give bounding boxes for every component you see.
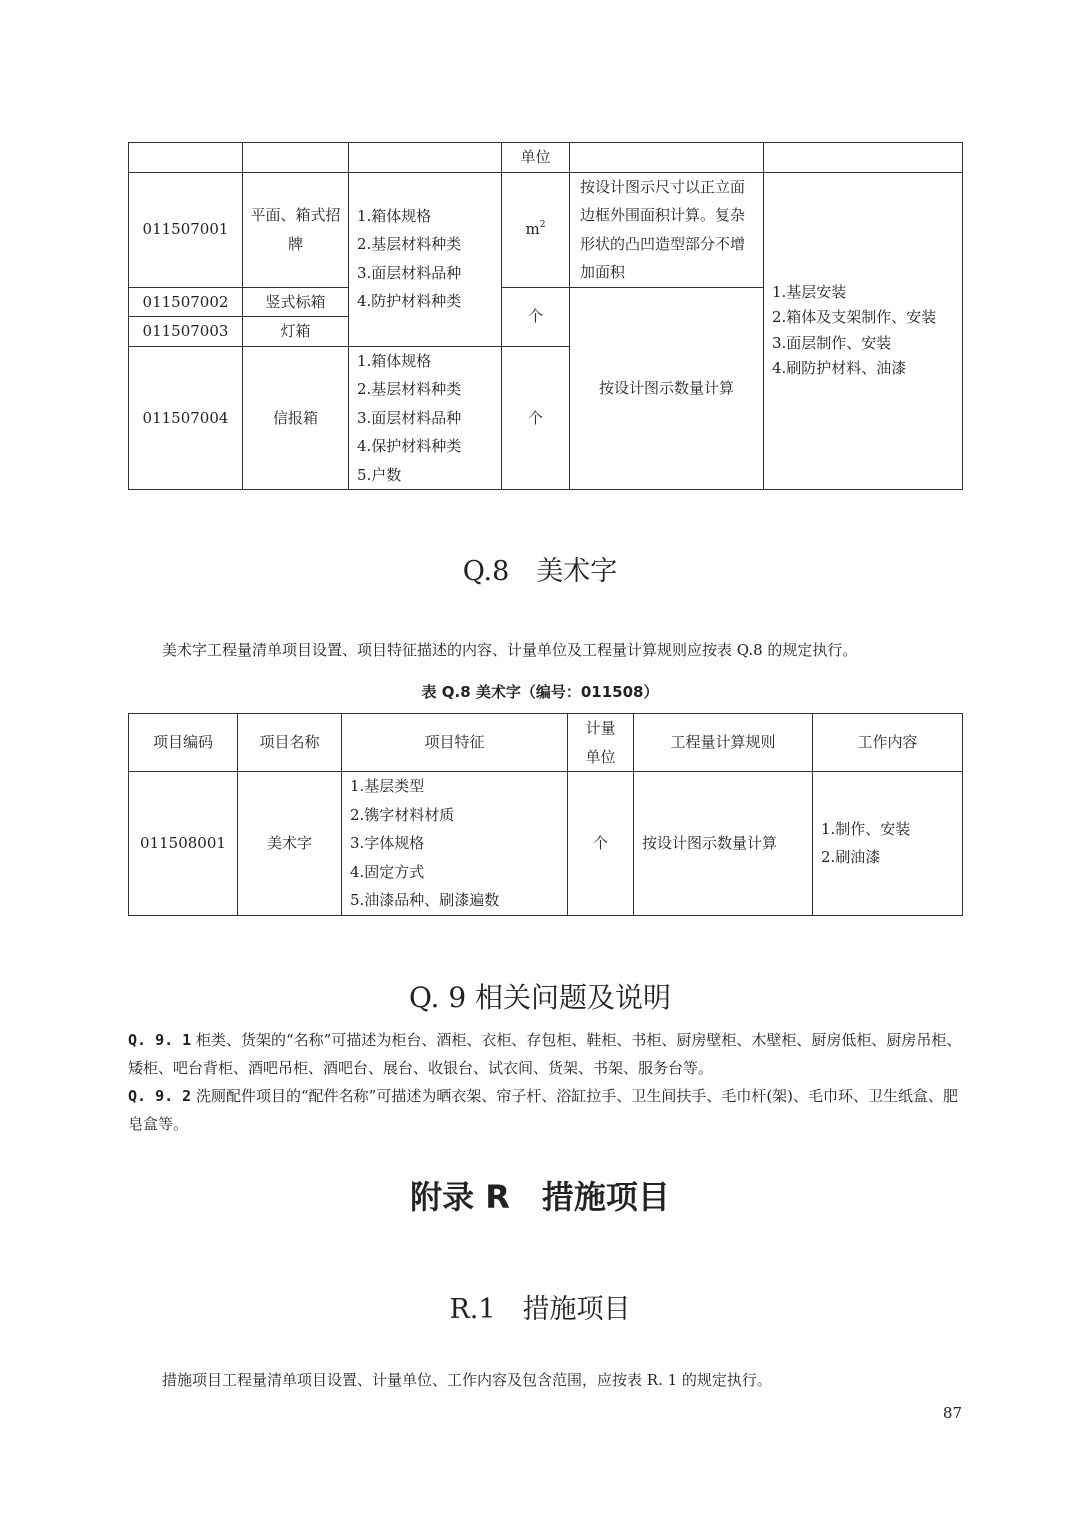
header-work: 工作内容 (813, 714, 963, 772)
section-heading-q9: Q. 9 相关问题及说明 (408, 981, 672, 1014)
feature-item: 3.面层材料品种 (357, 263, 462, 282)
row-name: 平面、箱式招牌 (243, 172, 349, 287)
header-rule: 工程量计算规则 (634, 714, 813, 772)
q8-intro: 美术字工程量清单项目设置、项目特征描述的内容、计量单位及工程量计算规则应按表 Q.8 的规定执行。 (162, 641, 858, 659)
header-unit: 计量 单位 (568, 714, 634, 772)
row-unit: 个 (502, 346, 570, 490)
feature-item: 2.镌字材料材质 (350, 805, 455, 824)
features-cell-a (349, 172, 502, 346)
feature-item: 1.箱体规格 (357, 206, 432, 225)
art-letters-table (128, 713, 963, 916)
work-item: 3.面层制作、安装 (772, 333, 892, 352)
feature-item: 3.面层材料品种 (357, 408, 462, 427)
work-item: 4.刷防护材料、油漆 (772, 359, 907, 377)
feature-item: 2.基层材料种类 (357, 235, 462, 253)
row-unit: $m^2$ (502, 172, 570, 287)
features-cell-b (349, 346, 502, 490)
row-code: 011507003 (129, 317, 243, 347)
r1-intro: 措施项目工程量清单项目设置、计量单位、工作内容及包含范围，应按表 R. 1 的规定执行。 (162, 1371, 772, 1389)
row-code: 011508001 (129, 772, 238, 916)
features-cell (342, 772, 568, 916)
row-code: 011507002 (129, 287, 243, 317)
work-cell (764, 172, 963, 490)
work-item: 2.箱体及支架制作、安装 (772, 308, 937, 326)
q9-para-2: Q. 9. 2 洗厕配件项目的“配件名称”可描述为晒衣架、帘子杆、浴缸拉手、卫生间扶手、毛巾杆(架)、毛巾环、卫生纸盒、肥皂盒等。 (128, 1087, 959, 1133)
row-code: 011507004 (129, 346, 243, 490)
row-name: 灯箱 (243, 317, 349, 347)
appendix-title: 附录 R 措施项目 (410, 1178, 670, 1216)
work-item: 1.制作、安装 (821, 819, 911, 838)
section-heading-r1: R.1 措施项目 (449, 1294, 631, 1325)
row-rule: 按设计图示数量计算 (634, 772, 813, 916)
feature-item: 1.基层类型 (350, 777, 425, 795)
feature-item: 3.字体规格 (350, 834, 425, 852)
feature-item: 5.油漆品种、刷漆遍数 (350, 891, 500, 909)
q9-para-1: Q. 9. 1 柜类、货架的“名称”可描述为柜台、酒柜、衣柜、存包柜、鞋柜、书柜、厨房壁柜、木壁柜、厨房低柜、厨房吊柜、矮柜、吧台背柜、酒吧吊柜、酒吧台、展台、收银台、试衣间、货架、书架、服务台等。 (128, 1031, 962, 1077)
work-item: 2.刷油漆 (821, 848, 881, 867)
feature-item: 4.固定方式 (350, 862, 425, 881)
row-unit: 个 (502, 287, 570, 346)
table-caption-q8: 表 Q.8 美术字（编号：011508） (421, 683, 659, 701)
row-unit: 个 (568, 772, 634, 916)
signboard-table (128, 142, 963, 490)
feature-item: 1.箱体规格 (357, 351, 432, 370)
section-heading-q8: Q.8 美术字 (462, 556, 618, 587)
row-name: 竖式标箱 (243, 287, 349, 317)
feature-item: 2.基层材料种类 (357, 380, 462, 398)
work-cell (813, 772, 963, 916)
header-code: 项目编码 (129, 714, 238, 772)
feature-item: 5.户数 (357, 465, 402, 484)
row-code: 011507001 (129, 172, 243, 287)
header-unit-cont: 单位 (502, 143, 570, 173)
row-rule: 按设计图示尺寸以正立面边框外围面积计算。复杂形状的凸凹造型部分不增加面积 (570, 172, 764, 287)
page-number: 87 (942, 1404, 962, 1422)
row-name: 信报箱 (243, 346, 349, 490)
row-rule: 按设计图示数量计算 (570, 287, 764, 490)
work-item: 1.基层安装 (772, 282, 847, 301)
header-name: 项目名称 (238, 714, 342, 772)
feature-item: 4.保护材料种类 (357, 437, 462, 455)
row-name: 美术字 (238, 772, 342, 916)
feature-item: 4.防护材料种类 (357, 292, 462, 310)
header-feature: 项目特征 (342, 714, 568, 772)
